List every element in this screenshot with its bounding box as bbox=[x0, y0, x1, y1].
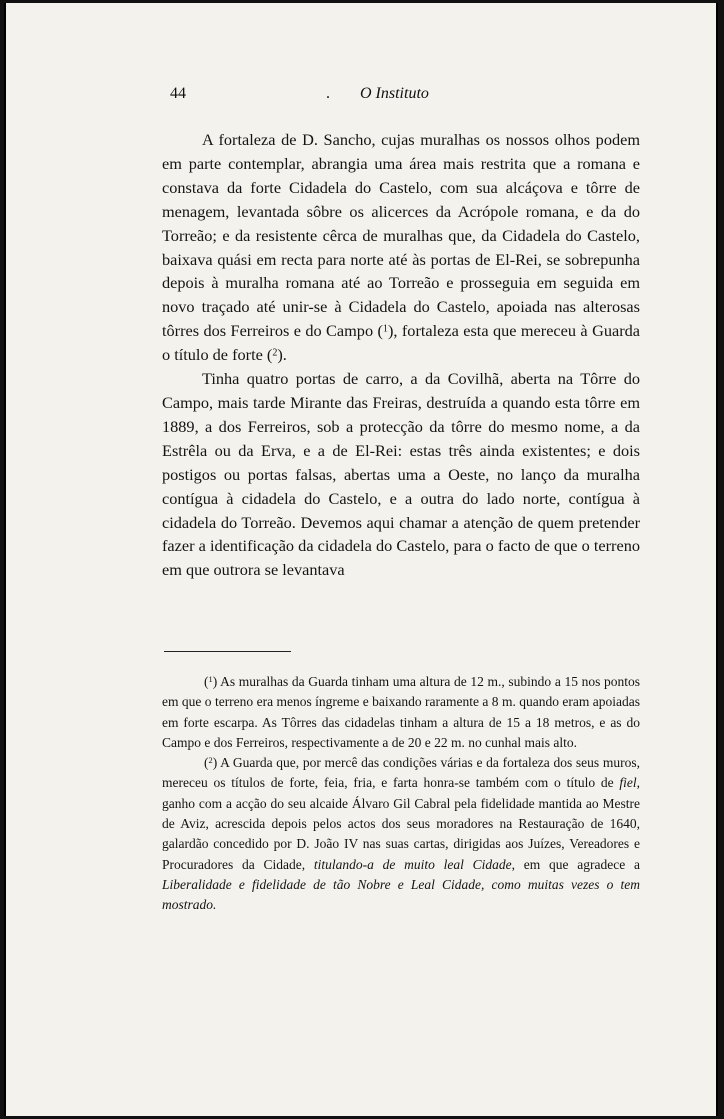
footnote-2-mark: 2 bbox=[208, 756, 213, 766]
footnote-2 bbox=[162, 753, 640, 915]
paragraph-1 bbox=[162, 128, 640, 367]
footnote-2-italic-2: Liberalidade e fidelidade de tão Nobre e Leal Cidade, como muitas vezes o tem mostrado. bbox=[162, 876, 640, 913]
main-text bbox=[162, 128, 640, 582]
footnote-2-text-cont: , ganho com a acção do seu alcaide Álvaro Gil Cabral pela fidelidade mantida ao Mestre de Aviz, acrescida depois pelos actos dos seus moradores na Restauração de 1640, galardão concedido por D. João IV nas suas cartas, dirigidas aos Juízes, Vereadores e Procuradores da Cidade, bbox=[162, 775, 640, 872]
footnote-ref-2[interactable]: 2 bbox=[272, 347, 278, 359]
footnote-2-open: ( bbox=[204, 755, 209, 771]
footnotes bbox=[162, 672, 640, 916]
running-title: O Instituto bbox=[360, 85, 429, 102]
footnote-2-fiel: fiel bbox=[619, 775, 637, 791]
footnote-2-text-mid: , em que agradece a bbox=[511, 856, 641, 872]
footnote-2-text: A Guarda que, por mercê das condições várias e da fortaleza dos seus muros, mereceu os títulos de forte, feia, fria, e farta honra-se também com o título de bbox=[162, 755, 640, 791]
paragraph-1-text-end: ). bbox=[277, 345, 287, 365]
footnote-1-close: ) bbox=[212, 674, 218, 689]
footnote-2-close: ) bbox=[212, 755, 218, 771]
paragraph-1-text-cont: ), fortaleza esta que mereceu à Guarda o título de forte ( bbox=[162, 321, 640, 365]
footnote-1 bbox=[162, 672, 640, 753]
paragraph-2: Tinha quatro portas de carro, a da Covilhã, aberta na Tôrre do Campo, mais tarde Mirante das Freiras, destruída a quando esta tôrre em 1889, a dos Ferreiros, sob a protecção da tôrre do mesmo nome, a da Estrêla ou da Erva, e a de El-Rei: estas três ainda existentes; e dois postigos ou portas falsas, abertas uma a Oeste, no lanço da muralha contígua à cidadela do Castelo, e a outra do lado norte, contígua à cidadela do Torreão. Devemos aqui chamar a atenção de quem pretender fazer a identificação da cidadela do Castelo, para o facto de que o terreno em que outrora se levantava bbox=[162, 369, 640, 580]
footnote-2-italic-1: titulando-a de muito leal Cidade bbox=[313, 856, 512, 872]
footnote-rule bbox=[164, 651, 291, 652]
footnote-1-mark: 1 bbox=[208, 675, 213, 685]
page-header bbox=[168, 85, 644, 107]
header-dot: . bbox=[326, 85, 330, 102]
footnote-1-text: As muralhas da Guarda tinham uma altura de 12 m., subindo a 15 nos pontos em que o terreno era menos íngreme e baixando raramente a 8 m. quando eram apoiadas em forte escarpa. As Tôrres das cidadelas tinham a altura de 15 a 18 metros, e as do Campo e dos Ferreiros, respectivamente a de 20 e 22 m. no cunhal mais alto. bbox=[162, 674, 640, 750]
footnote-1-open: ( bbox=[204, 674, 209, 689]
footnote-ref-1[interactable]: 1 bbox=[382, 323, 388, 335]
page-number: 44 bbox=[170, 85, 186, 102]
paragraph-1-text: A fortaleza de D. Sancho, cujas muralhas os nossos olhos podem em parte contemplar, abrangia uma área mais restrita que a romana e constava da forte Cidadela do Castelo, com sua alcáçova e tôrre de menagem, levantada sôbre os alicerces da Acrópole romana, e da do Torreão; e da resistente cêrca de muralhas que, da Cidadela do Castelo, baixava quási em recta para norte até às portas de El-Rei, se sobrepunha depois à muralha romana até ao Torreão e prosseguia em seguida em novo traçado até unir-se à Cidadela do Castelo, apoiada nas alterosas tôrres dos Ferreiros e do Campo ( bbox=[162, 130, 640, 341]
